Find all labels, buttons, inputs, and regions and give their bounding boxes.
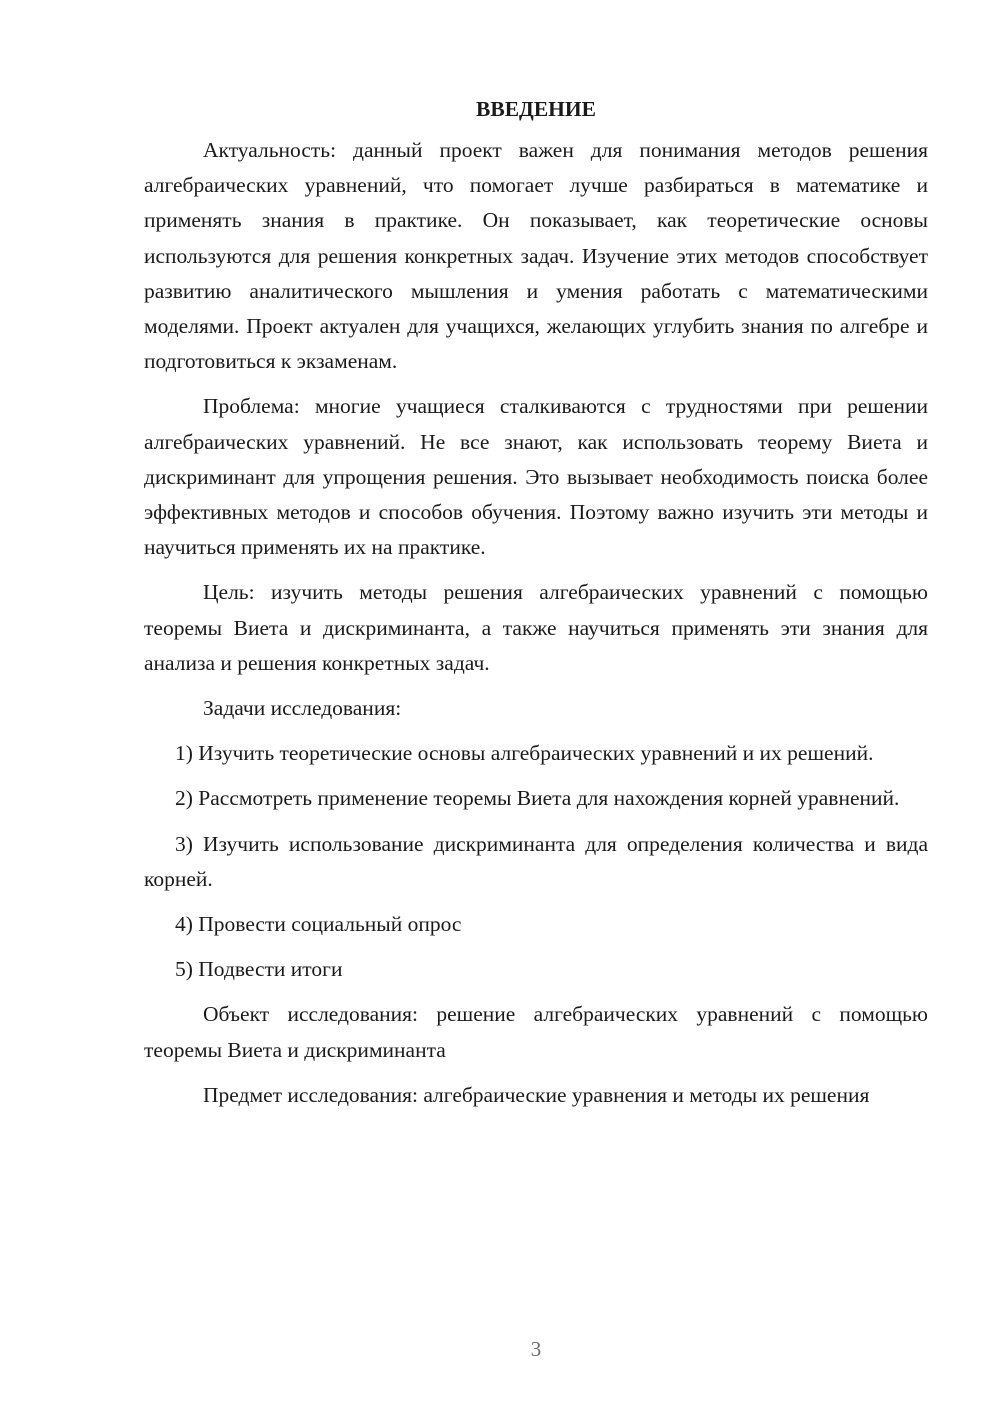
page-content	[144, 92, 928, 1123]
subject-paragraph: Предмет исследования: алгебраические уравнения и методы их решения	[203, 1082, 870, 1107]
task-item: 3) Изучить использование дискриминанта для определения количества и вида корней.	[144, 831, 928, 891]
page-number: 3	[530, 1337, 542, 1361]
task-item: 4) Провести социальный опрос	[175, 912, 462, 937]
tasks-title: Задачи исследования:	[203, 696, 402, 721]
goal-paragraph: Цель: изучить методы решения алгебраических уравнений с помощью теоремы Виета и дискриминанта, а также научиться применять эти знания для анализа и решения конкретных задач.	[144, 580, 928, 675]
task-item: 2) Рассмотреть применение теоремы Виета для нахождения корней уравнений.	[175, 786, 900, 811]
problem-paragraph: Проблема: многие учащиеся сталкиваются с трудностями при решении алгебраических уравнений. Не все знают, как использовать теорему Виета и дискриминант для упрощения решения. Это вызывает необходимость поиска более эффективных методов и способов обучения. Поэтому важно изучить эти методы и научиться применять их на практике.	[144, 394, 928, 560]
section-heading: ВВЕДЕНИЕ	[476, 97, 596, 121]
relevance-paragraph: Актуальность: данный проект важен для понимания методов решения алгебраических уравнений, что помогает лучше разбираться в математике и применять знания в практике. Он показывает, как теоретические основы используются для решения конкретных задач. Изучение этих методов способствует развитию аналитического мышления и умения работать с математическими моделями. Проект актуален для учащихся, желающих углубить знания по алгебре и подготовиться к экзаменам.	[144, 138, 928, 374]
task-item: 5) Подвести итоги	[175, 957, 343, 982]
task-item: 1) Изучить теоретические основы алгебраических уравнений и их решений.	[175, 741, 874, 766]
object-paragraph: Объект исследования: решение алгебраических уравнений с помощью теоремы Виета и дискриминанта	[144, 1002, 928, 1062]
